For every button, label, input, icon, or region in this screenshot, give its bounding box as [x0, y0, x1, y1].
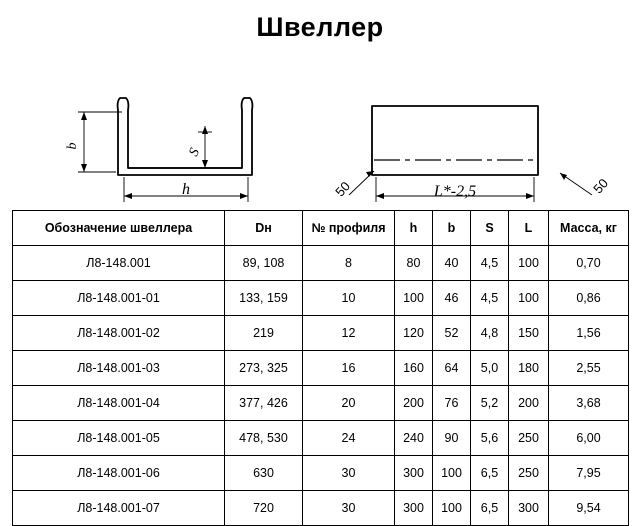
table-header-cell: № профиля: [303, 211, 395, 246]
page-title: Швеллер: [256, 12, 384, 42]
table-cell: 150: [509, 316, 549, 351]
table-row: [13, 316, 629, 351]
table-cell: 40: [433, 246, 471, 281]
specification-table: [12, 210, 629, 526]
table-row: [13, 491, 629, 526]
table-cell: 180: [509, 351, 549, 386]
table-cell: 90: [433, 421, 471, 456]
table-cell: 250: [509, 456, 549, 491]
table-cell: 76: [433, 386, 471, 421]
table-cell: Л8-148.001: [13, 246, 225, 281]
table-header-cell: S: [471, 211, 509, 246]
table-cell: 5,6: [471, 421, 509, 456]
table-cell: 52: [433, 316, 471, 351]
table-cell: 200: [395, 386, 433, 421]
table-cell: 30: [303, 456, 395, 491]
table-row: [13, 351, 629, 386]
table-cell: 6,00: [549, 421, 629, 456]
dimension-b-label: b: [65, 142, 80, 150]
chamfer-left-label: 50: [332, 178, 354, 200]
table-cell: 0,86: [549, 281, 629, 316]
table-cell: 133, 159: [225, 281, 303, 316]
table-cell: 160: [395, 351, 433, 386]
chamfer-right-label: 50: [590, 175, 612, 197]
table-cell: 720: [225, 491, 303, 526]
table-cell: 240: [395, 421, 433, 456]
table-cell: 5,0: [471, 351, 509, 386]
table-cell: 10: [303, 281, 395, 316]
table-cell: 9,54: [549, 491, 629, 526]
table-cell: Л8-148.001-06: [13, 456, 225, 491]
table-cell: Л8-148.001-07: [13, 491, 225, 526]
table-header-cell: Обозначение швеллера: [13, 211, 225, 246]
specification-table-wrapper: [12, 210, 628, 526]
table-cell: Л8-148.001-03: [13, 351, 225, 386]
table-header-cell: b: [433, 211, 471, 246]
dimension-h-label: h: [182, 181, 190, 198]
technical-drawing: [0, 44, 640, 200]
table-cell: 6,5: [471, 491, 509, 526]
table-cell: 64: [433, 351, 471, 386]
table-cell: 0,70: [549, 246, 629, 281]
table-cell: 3,68: [549, 386, 629, 421]
table-header-cell: h: [395, 211, 433, 246]
table-cell: 8: [303, 246, 395, 281]
table-cell: 2,55: [549, 351, 629, 386]
table-cell: 273, 325: [225, 351, 303, 386]
table-cell: 7,95: [549, 456, 629, 491]
table-cell: Л8-148.001-02: [13, 316, 225, 351]
table-cell: 4,5: [471, 246, 509, 281]
table-cell: 630: [225, 456, 303, 491]
table-row: [13, 456, 629, 491]
table-cell: 6,5: [471, 456, 509, 491]
table-cell: 100: [509, 281, 549, 316]
table-cell: 478, 530: [225, 421, 303, 456]
dimension-b: [78, 112, 122, 172]
dimension-s: [198, 126, 212, 168]
table-cell: 12: [303, 316, 395, 351]
table-cell: 46: [433, 281, 471, 316]
channel-side-view: [372, 106, 538, 175]
table-cell: 219: [225, 316, 303, 351]
table-cell: 20: [303, 386, 395, 421]
table-cell: 300: [395, 491, 433, 526]
table-cell: Л8-148.001-01: [13, 281, 225, 316]
table-cell: 300: [509, 491, 549, 526]
table-header-cell: Масса, кг: [549, 211, 629, 246]
table-cell: Л8-148.001-05: [13, 421, 225, 456]
table-cell: Л8-148.001-04: [13, 386, 225, 421]
table-row: [13, 246, 629, 281]
table-cell: 80: [395, 246, 433, 281]
table-cell: 250: [509, 421, 549, 456]
table-cell: 30: [303, 491, 395, 526]
table-header-row: [13, 211, 629, 246]
table-cell: 1,56: [549, 316, 629, 351]
dimension-s-label: S: [186, 146, 204, 159]
table-row: [13, 281, 629, 316]
table-header-cell: L: [509, 211, 549, 246]
table-cell: 100: [395, 281, 433, 316]
table-header-cell: Dн: [225, 211, 303, 246]
table-cell: 4,8: [471, 316, 509, 351]
drawing-svg: [0, 44, 640, 200]
table-cell: 377, 426: [225, 386, 303, 421]
channel-cross-section: [118, 98, 253, 175]
table-cell: 16: [303, 351, 395, 386]
table-cell: 200: [509, 386, 549, 421]
table-cell: 24: [303, 421, 395, 456]
table-row: [13, 386, 629, 421]
table-cell: 100: [433, 491, 471, 526]
table-cell: 300: [395, 456, 433, 491]
table-cell: 4,5: [471, 281, 509, 316]
dimension-length-label: L*-2,5: [433, 183, 477, 200]
table-cell: 100: [433, 456, 471, 491]
table-cell: 120: [395, 316, 433, 351]
table-cell: 89, 108: [225, 246, 303, 281]
table-row: [13, 421, 629, 456]
table-cell: 100: [509, 246, 549, 281]
table-cell: 5,2: [471, 386, 509, 421]
